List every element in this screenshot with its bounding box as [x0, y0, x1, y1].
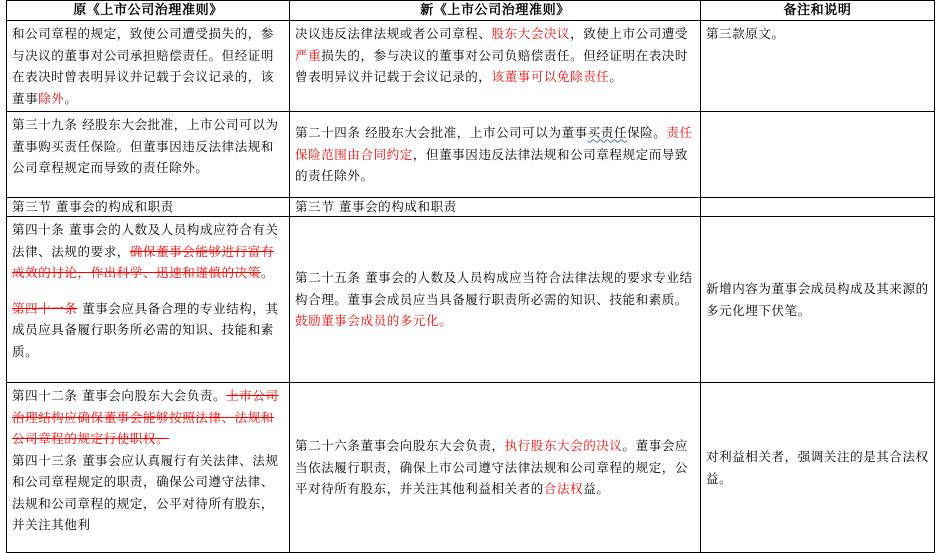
new-cell: [290, 21, 701, 112]
spellcheck-text: 买责任: [587, 125, 628, 141]
new-cell: [290, 112, 701, 198]
original-text: 第四十二条 董事会向股东大会负责。: [12, 388, 227, 403]
notes-cell: [701, 383, 935, 553]
new-text: 第二十四条 经股东大会批准，上市公司可以为董事: [295, 125, 588, 141]
original-cell: [7, 198, 290, 217]
new-cell: [290, 217, 701, 383]
original-cell: [7, 217, 290, 383]
new-text: 第二十五条 董事会的人数及人员构成应当符合法律法规的要求专业结构合理。董事会成员应当具备履行职责所必需的知识、技能和素质。: [295, 270, 693, 307]
section-heading: 第三节 董事会的构成和职责: [12, 199, 174, 214]
new-text: 。: [609, 69, 623, 84]
new-text: 保险。: [627, 125, 667, 141]
new-text: ，但董事因违反法律法规和公司章程规定而导致的责任除外。: [295, 146, 689, 184]
new-cell: [290, 383, 701, 553]
new-text: ，致使上市公司遭受: [570, 26, 689, 41]
original-cell: [7, 21, 290, 112]
table-row: [7, 198, 935, 217]
section-heading: 第三节 董事会的构成和职责: [295, 199, 457, 214]
original-text: 和公司章程的规定，致使公司遭受损失的，参与决议的董事对公司承担赔偿责任。但经证明在表决时曾表明异议并记载于会议记录的，该董事: [12, 26, 275, 106]
notes-cell: [701, 217, 935, 383]
table-row: [7, 21, 935, 112]
notes-cell: [701, 112, 935, 198]
table-row: [7, 112, 935, 198]
new-added-text: 责任保险范围由合同约定: [295, 125, 693, 162]
new-added-text: 鼓励董事会成员的多元化。: [295, 313, 453, 329]
new-added-text: 股东大会决议: [491, 26, 571, 41]
deleted-text: 第四十一条: [12, 300, 78, 316]
notes-cell: [701, 21, 935, 112]
new-text: 。董事会应当依法履行职责，确保上市公司遵守法律法规和公司章程的规定，公平对待所有股东，并关注其他利益相关者的: [295, 438, 689, 497]
notes-text: 第三款原文。: [706, 26, 785, 41]
notes-text: 对利益相关者，强调关注的是其合法权益。: [706, 449, 929, 486]
new-text: 益。: [583, 481, 610, 497]
original-text: 第四十条 董事会的人数及人员构成应符合有关法律、法规的要求，: [12, 222, 279, 259]
new-text: 决议违反法律法规或者公司章程、: [295, 26, 492, 41]
new-added-text: 执行股东大会的决议: [504, 438, 623, 454]
original-cell: [7, 383, 290, 553]
original-text: 董事会应具备合理的专业结构，其成员应具备履行职务所必需的知识、技能和素质。: [12, 300, 279, 359]
deleted-text: 上市公司治理结构应确保董事会能够按照法律、法规和公司章程的规定行使职权。: [12, 388, 279, 446]
notes-cell: [701, 198, 935, 217]
original-text: 。: [260, 265, 275, 280]
new-added-text: 该董事可以免除责任: [491, 69, 610, 84]
deleted-text: 确保董事会能够进行富有成效的讨论，作出科学、迅速和谨慎的决策: [12, 243, 275, 280]
new-added-text: 合法权: [543, 481, 584, 497]
original-cell: [7, 112, 290, 198]
header-new: 新《上市公司治理准则》: [290, 1, 701, 21]
original-text: 。: [64, 90, 78, 106]
original-text: 第四十三条 董事会应认真履行有关法律、法规和公司章程规定的职责，确保公司遵守法律、法规和公司章程的规定，公平对待所有股东，并关注其他利: [12, 452, 279, 532]
header-original: 原《上市公司治理准则》: [7, 1, 290, 21]
new-added-text: 严重: [295, 47, 322, 63]
table-row: [7, 217, 935, 383]
original-text: 第三十九条 经股东大会批准，上市公司可以为董事购买责任保险。但董事因违反法律法规和公司章程规定而导致的责任除外。: [12, 117, 279, 175]
new-text: 第二十六条董事会向股东大会负责，: [295, 438, 505, 454]
original-changed-text: 除外: [38, 90, 65, 106]
header-row: [7, 1, 935, 21]
header-notes: 备注和说明: [701, 1, 935, 21]
table-row: [7, 383, 935, 553]
new-text: 损失的，参与决议的董事对公司负赔偿责任。但经证明在表决时曾表明异议并记载于会议记录的，: [295, 47, 689, 84]
comparison-table: [6, 0, 935, 553]
notes-text: 新增内容为董事会成员构成及其来源的多元化埋下伏笔。: [706, 281, 929, 318]
new-cell: [290, 198, 701, 217]
